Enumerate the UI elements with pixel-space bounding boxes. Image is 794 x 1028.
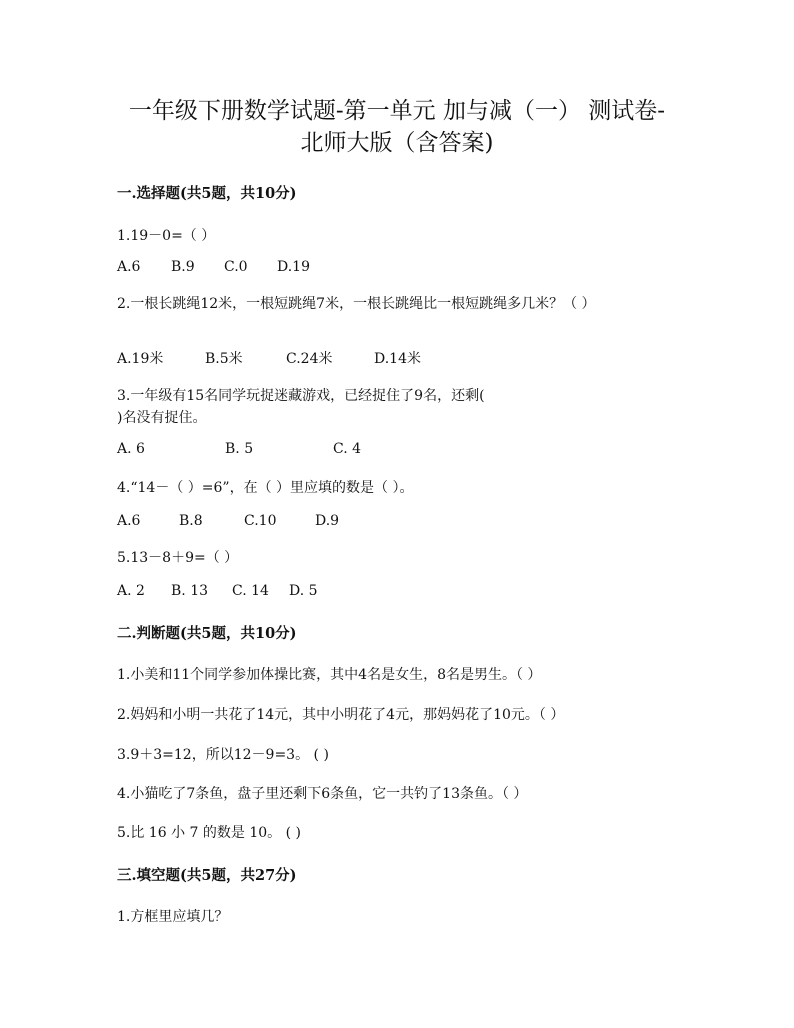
section-header-fill-in: 三.填空题(共5题，共27分) (117, 867, 297, 884)
question-5-option-a: A. 2 (117, 583, 145, 599)
page-title-line2: 北师大版（含答案) (300, 130, 494, 156)
question-4-option-d: D.9 (315, 513, 340, 529)
question-3-option-a: A. 6 (117, 441, 145, 457)
section-header-judgement: 二.判断题(共5题，共10分) (117, 625, 297, 642)
question-1-option-c: C.0 (224, 259, 248, 275)
question-5-text: 5.13－8＋9=（ ） (117, 550, 239, 566)
question-5-option-d: D. 5 (289, 583, 318, 599)
judgement-5-text: 5.比 16 小 7 的数是 10。 ( ) (117, 825, 301, 841)
question-2-option-b: B.5米 (205, 351, 243, 367)
judgement-4-text: 4.小猫吃了7条鱼，盘子里还剩下6条鱼，它一共钓了13条鱼。（ ） (117, 786, 528, 802)
question-3-option-b: B. 5 (225, 441, 254, 457)
fill-in-1-text: 1.方框里应填几？ (117, 909, 229, 925)
question-1-text: 1.19－0=（ ） (117, 228, 216, 244)
section-header-choice: 一.选择题(共5题，共10分) (117, 185, 297, 202)
question-3-text-line2: )名没有捉住。 (117, 410, 207, 426)
question-4-option-a: A.6 (117, 513, 141, 529)
page-title-line1: 一年级下册数学试题-第一单元 加与减（一） 测试卷- (128, 98, 666, 124)
judgement-2-text: 2.妈妈和小明一共花了14元，其中小明花了4元，那妈妈花了10元。（ ） (117, 707, 565, 723)
question-2-option-d: D.14米 (374, 351, 421, 367)
question-3-text-line1: 3.一年级有15名同学玩捉迷藏游戏，已经捉住了9名，还剩( (117, 388, 485, 404)
question-5-option-c: C. 14 (232, 583, 269, 599)
question-1-option-d: D.19 (277, 259, 310, 275)
question-3-option-c: C. 4 (333, 441, 362, 457)
question-4-option-b: B.8 (179, 513, 203, 529)
question-2-text: 2.一根长跳绳12米，一根短跳绳7米，一根长跳绳比一根短跳绳多几米？（ ） (117, 296, 596, 312)
question-2-option-a: A.19米 (117, 351, 164, 367)
question-4-option-c: C.10 (244, 513, 277, 529)
question-2-option-c: C.24米 (286, 351, 333, 367)
judgement-3-text: 3.9＋3=12，所以12－9=3。 ( ) (117, 747, 329, 763)
question-1-option-a: A.6 (117, 259, 141, 275)
question-1-option-b: B.9 (171, 259, 195, 275)
question-5-option-b: B. 13 (171, 583, 209, 599)
judgement-1-text: 1.小美和11个同学参加体操比赛，其中4名是女生，8名是男生。（ ） (117, 667, 542, 683)
question-4-text: 4.“14－（ ）=6”，在（ ）里应填的数是（ ）。 (117, 480, 414, 496)
